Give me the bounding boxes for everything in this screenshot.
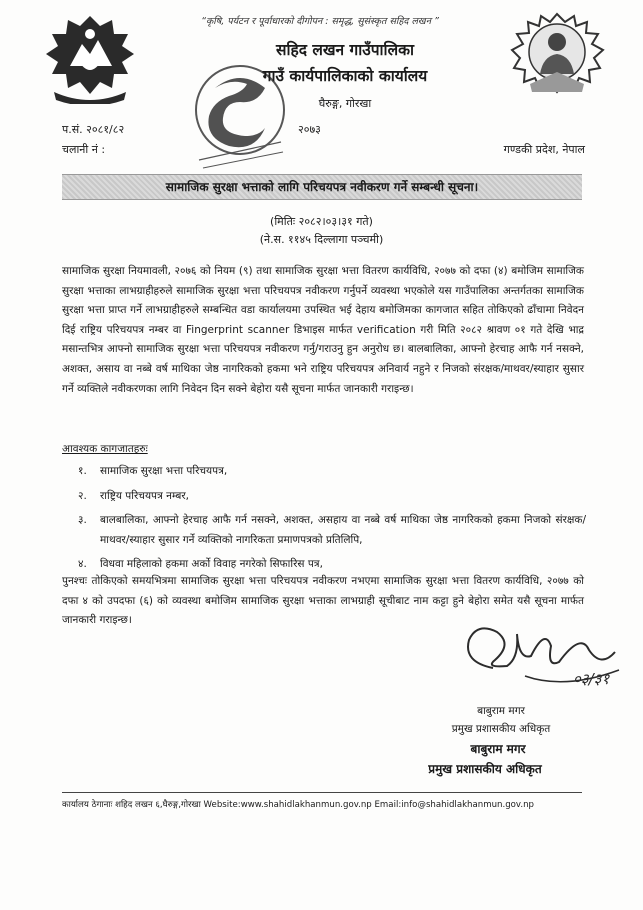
nepal-government-emblem-icon: [40, 12, 140, 104]
required-documents-list: [78, 462, 586, 580]
signatory-stamp-post: प्रमुख प्रशासकीय अधिकृत: [428, 762, 542, 776]
list-item-text: राष्ट्रिय परिचयपत्र नम्बर,: [100, 489, 189, 502]
lakhan-thapa-portrait-icon: [510, 12, 605, 110]
notice-paragraph-postscript: पुनश्चः तोकिएको समयभित्रमा सामाजिक सुरक्षा भत्ता परिचयपत्र नवीकरण नभएमा सामाजिक सुरक्षा भत्ता वितरण कार्यविधि, २०७७ को दफा ४ को उपदफा (६) को व्यवस्था बमोजिम सामाजिक सुरक्षा भत्ताका लाभग्राही सूचीबाट नाम कट्टा हुने बेहोरा समेत यसै सूचना मार्फत जानकारी गराइन्छ।: [62, 575, 584, 627]
office-address: घैरुङ्ग, गोरखा: [318, 97, 372, 110]
dispatch-number: चलानी नं :: [62, 143, 106, 156]
province-label: गण्डकी प्रदेश, नेपाल: [503, 143, 585, 156]
list-item-number: ३.: [78, 514, 87, 527]
required-documents-heading: आवश्यक कागजातहरुः: [62, 443, 148, 455]
list-item-text: विधवा महिलाको हकमा अर्को विवाह नगरेको सिफारिस पत्र,: [100, 558, 323, 571]
list-item: [78, 511, 586, 550]
signatory-stamp-name: बाबुराम मगर: [470, 742, 526, 756]
signature-date: ०३/३१: [573, 670, 610, 688]
list-item-number: २.: [78, 489, 87, 502]
office-title-line1: सहिद लखन गाउँपालिका: [275, 41, 415, 59]
signature-mark: [455, 610, 630, 695]
footer-contact: [62, 798, 602, 810]
signatory-name: बाबुराम मगर: [477, 705, 525, 717]
list-item-text: सामाजिक सुरक्षा भत्ता परिचयपत्र,: [100, 465, 228, 477]
reference-number: प.सं. २०८१/८२: [62, 123, 125, 136]
notice-date: (मितिः २०८२।०३।३१ गते): [270, 215, 373, 228]
signatory-post: प्रमुख प्रशासकीय अधिकृत: [451, 723, 551, 735]
notice-paragraph-main: सामाजिक सुरक्षा नियमावली, २०७६ को नियम (९) तथा सामाजिक सुरक्षा भत्ता वितरण कार्यविधि, २०७७ को दफा (४) बमोजिम सामाजिक सुरक्षा भत्ताका लाभग्राहीहरुले सामाजिक सुरक्षा भत्ता परिचयपत्र नवीकरण गर्नुपर्ने व्यवस्था भएकोले यस गाउँपालिका अन्तर्गतका सामाजिक सुरक्षा भत्ता प्राप्त गर्ने लाभग्राहीहरुले सम्बन्धित वडा कार्यालयमा उपस्थित भई देहाय बमोजिमका कागजात सहित तोकिएको ढाँचामा निवेदन दिई राष्ट्रिय परिचयपत्र नम्बर वा Fingerprint scanner डिभाइस मार्फत verification गरी मिति २०८२ श्रावण ०१ गते देखि भाद्र मसान्तभित्र आफ्नो सामाजिक सुरक्षा भत्ता परिचयपत्र नवीकरण गर्नु/गराउनु हुन अनुरोध छ। बालबालिका, आफ्नो हेरचाह आफै गर्न नसक्ने, अशक्त, असाय वा नब्बे वर्ष माथिका जेष्ठ नागरिकको हकमा भने राष्ट्रिय परिचयपत्र अनिवार्य नहुने र निजको संरक्षक/माथवर/स्याहार सुसार गर्ने व्यक्तिले नवीकरणका लागि निवेदन दिन सक्ने बेहोरा यसै सूचना मार्फत जानकारी गराइन्छ।: [62, 265, 584, 395]
footer-email[interactable]: Email:info@shahidlakhanmun.gov.np: [374, 800, 534, 810]
footer-divider: [62, 792, 582, 793]
list-item-text: बालबालिका, आफ्नो हेरचाह आफै गर्न नसक्ने, अशक्त, असहाय वा नब्बे वर्ष माथिका जेष्ठ नागरिकको हकमा निजको संरक्षक/माथवर/स्याहार सुसार गर्ने व्यक्तिको नागरिकता प्रमाणपत्रको प्रतिलिपि,: [100, 514, 586, 546]
list-item-number: ४.: [78, 558, 87, 571]
list-item: [78, 462, 586, 482]
footer-address: कार्यालय ठेगानाः शहिद लखन ६,घैरुङ्ग,गोरखा: [62, 800, 201, 810]
list-item-number: १.: [78, 465, 87, 477]
nepal-sambat-date: (ने.स. ११४५ दिल्लागा पञ्चमी): [259, 233, 384, 246]
notice-subject: सामाजिक सुरक्षा भत्ताको लागि परिचयपत्र नवीकरण गर्ने सम्बन्धी सूचना।: [62, 174, 582, 200]
footer-website[interactable]: Website:www.shahidlakhanmun.gov.np: [203, 800, 372, 810]
establishment-year: २०७३: [298, 123, 321, 136]
header-motto: “कृषि, पर्यटन र पूर्वाधारको दीगोपन : समृद्ध, सुसंस्कृत सहिद लखन ”: [201, 16, 439, 27]
list-item: [78, 487, 586, 507]
office-title-line2: गाउँ कार्यपालिकाको कार्यालय: [262, 67, 428, 85]
